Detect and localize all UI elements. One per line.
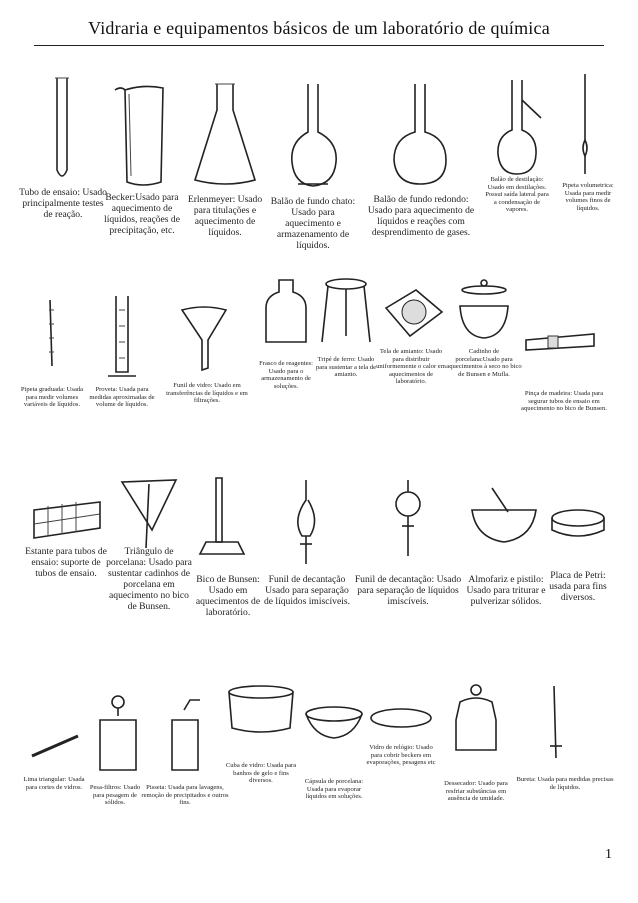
distillation-flask-icon xyxy=(483,70,553,250)
title-divider xyxy=(34,45,604,46)
caption: Tubo de ensaio: Usado principalmente testes de reação. xyxy=(19,187,107,221)
caption: Proveta: Usada para medidas aproximadas de volume de líquidos. xyxy=(89,386,155,409)
item-graduated-cylinder xyxy=(88,290,156,440)
wash-bottle-icon xyxy=(146,690,224,830)
item-wash-bottle xyxy=(141,690,229,830)
item-flat-flask xyxy=(270,70,356,250)
weighing-bottle-icon xyxy=(86,690,146,830)
item-petri-dish xyxy=(546,500,610,610)
item-burette xyxy=(516,680,614,820)
caption: Balão de fundo chato: Usado para aquecimento e armazenamento de líquidos. xyxy=(270,196,356,252)
item-iron-tripod xyxy=(316,270,376,420)
caption: Almofariz e pistilo: Usado para triturar e pulverizar sólidos. xyxy=(466,574,546,608)
item-separatory-funnel-round xyxy=(352,470,464,630)
item-weighing-bottle xyxy=(86,690,146,830)
item-erlenmeyer xyxy=(185,70,265,240)
caption: Tela de amianto: Usado para distribuir uniformemente o calor em aquecimentos de laboratório. xyxy=(376,348,446,386)
item-test-tube-rack xyxy=(25,480,107,630)
item-round-flask xyxy=(362,70,480,250)
caption: Balão de destilação: Usado em destilações. Possui saída lateral para a condensação de vapores. xyxy=(485,176,549,214)
glass-funnel-icon xyxy=(158,290,256,440)
glass-basin-icon xyxy=(224,680,298,830)
caption: Estante para tubos de ensaio: suporte de tubos de ensaio. xyxy=(25,546,107,580)
item-wire-gauze xyxy=(376,270,448,420)
item-volumetric-pipette xyxy=(556,70,620,250)
item-watch-glass xyxy=(366,700,436,810)
graduated-cylinder-icon xyxy=(88,290,156,440)
graduated-pipette-icon xyxy=(22,290,84,440)
caption: Pesa-filtros: Usado para pesagem de sólidos. xyxy=(89,784,141,807)
item-clay-triangle xyxy=(108,470,190,630)
caption: Bico de Bunsen: Usado em aquecimentos de laboratório. xyxy=(195,574,261,619)
item-bunsen-burner xyxy=(190,470,266,630)
desiccator-icon xyxy=(440,680,512,840)
item-evaporating-dish xyxy=(300,700,368,840)
volumetric-pipette-icon xyxy=(556,70,620,250)
caption: Placa de Petri: usada para fins diversos. xyxy=(549,570,607,604)
caption: Balão de fundo redondo: Usado para aquecimento de líquidos e reações com desprendimento de gases. xyxy=(367,194,475,239)
caption: Becker:Usado para aquecimento de líquidos, reações de precipitação, etc. xyxy=(104,192,180,237)
caption: Lima triangular: Usada para cortes de vidros. xyxy=(23,776,85,791)
separatory-funnel-icon xyxy=(270,470,344,640)
item-separatory-funnel xyxy=(263,470,351,640)
burette-icon xyxy=(516,680,614,820)
reagent-bottle-icon xyxy=(256,270,316,420)
item-reagent-bottle xyxy=(256,270,316,420)
item-crucible xyxy=(448,270,520,420)
item-test-tube xyxy=(19,70,107,240)
page-title: Vidraria e equipamentos básicos de um laboratório de química xyxy=(88,18,550,38)
item-triangular-file xyxy=(22,730,86,830)
item-beaker xyxy=(103,70,181,240)
caption: Vidro de relógio: Usado para cobrir beckers em evaporações, pesagens etc xyxy=(366,744,436,767)
item-desiccator xyxy=(440,680,512,840)
iron-tripod-icon xyxy=(316,270,376,420)
caption: Cadinho de porcelana:Usado para aquecimentos à seco no bico de Bunsen e Mufla. xyxy=(446,348,522,378)
caption: Bureta: Usada para medidas precisas de líquidos. xyxy=(516,776,614,791)
caption: Dessecador: Usado para resfriar substâncias em ausência de umidade. xyxy=(444,780,508,803)
caption: Funil de decantação Usado para separação de líquidos imiscíveis. xyxy=(263,574,351,608)
item-glass-basin xyxy=(224,680,298,830)
item-glass-funnel xyxy=(158,290,256,440)
item-mortar-pestle xyxy=(466,470,546,620)
caption: Erlenmeyer: Usado para titulações e aquecimento de líquidos. xyxy=(187,194,263,239)
item-wooden-clamp xyxy=(518,300,610,430)
caption: Pipeta volumetrica: Usada para medir volumes finos de líquidos. xyxy=(562,182,614,212)
caption: Cuba de vidro: Usada para banhos de gelo e fins diversos. xyxy=(225,762,297,785)
caption: Pipeta graduada: Usada para medir volumes variáveis de líquidos. xyxy=(20,386,84,409)
wire-gauze-icon xyxy=(376,270,448,420)
caption: Pisseta: Usada para lavagens, remoção de precipitados e outros fins. xyxy=(141,784,229,807)
page-number: 1 xyxy=(605,847,612,862)
item-graduated-pipette xyxy=(22,290,84,440)
crucible-icon xyxy=(448,270,520,420)
caption: Tripé de ferro: Usado para sustentar a tela de amianto. xyxy=(315,356,377,379)
caption: Funil de decantação: Usado para separação de líquidos imiscíveis. xyxy=(354,574,462,608)
caption: Funil de vidro: Usado em transferências de líquidos e em filtrações. xyxy=(166,382,248,405)
caption: Frasco de reagentes: Usado para o armazenamento de soluções. xyxy=(259,360,313,390)
caption: Triângulo de porcelana: Usado para sustentar cadinhos de porcelana em aquecimento no bico de Bunsen. xyxy=(106,546,192,613)
caption: Pinça de madeira: Usada para segurar tubos de ensaio em aquecimento no bico de Bunsen. xyxy=(521,390,607,413)
caption: Cápsula de porcelana: Usada para evaporar líquidos em soluções. xyxy=(304,778,364,801)
item-distillation-flask xyxy=(483,70,553,250)
evaporating-dish-icon xyxy=(300,700,368,840)
